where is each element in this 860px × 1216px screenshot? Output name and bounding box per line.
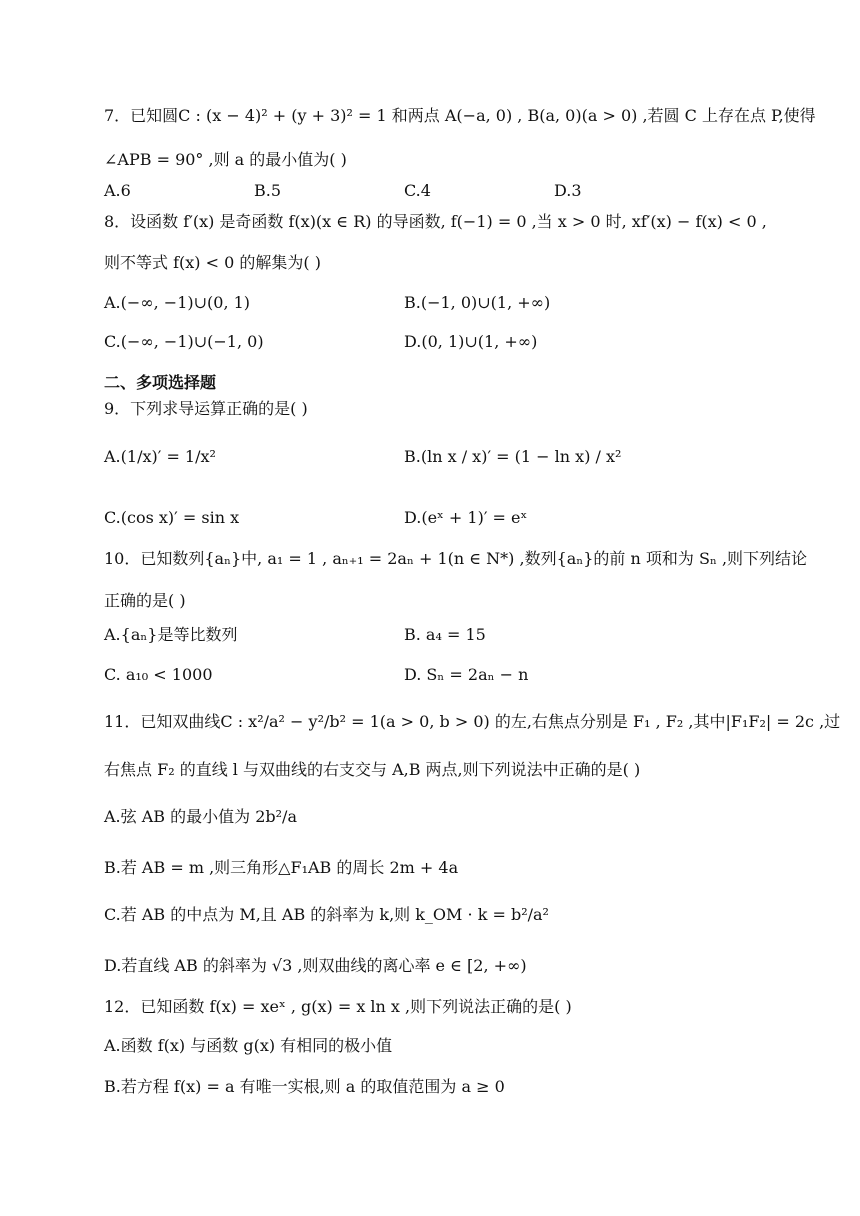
q7-stem-line2: ∠APB = 90° ,则 a 的最小值为( ) bbox=[104, 150, 347, 169]
q7-option-b: B.5 bbox=[254, 181, 282, 200]
q12-option-b: B.若方程 f(x) = a 有唯一实根,则 a 的取值范围为 a ≥ 0 bbox=[104, 1077, 505, 1096]
q8-option-c: C.(−∞, −1)∪(−1, 0) bbox=[104, 332, 264, 351]
q9-option-b: B.(ln x / x)′ = (1 − ln x) / x² bbox=[404, 447, 622, 466]
section-heading-multiple-choice: 二、多项选择题 bbox=[104, 373, 217, 392]
q8-option-a: A.(−∞, −1)∪(0, 1) bbox=[104, 293, 251, 312]
q7-option-c: C.4 bbox=[404, 181, 431, 200]
q11-option-c: C.若 AB 的中点为 M,且 AB 的斜率为 k,则 k_OM · k = b²/a² bbox=[104, 905, 549, 924]
q11-stem-line1: 11．已知双曲线C : x²/a² − y²/b² = 1(a > 0, b > 0) 的左,右焦点分别是 F₁ , F₂ ,其中|F₁F₂| = 2c ,过 bbox=[104, 712, 841, 731]
q10-stem-line2: 正确的是( ) bbox=[104, 591, 186, 610]
q10-option-a: A.{aₙ}是等比数列 bbox=[104, 625, 238, 644]
q12-option-a: A.函数 f(x) 与函数 g(x) 有相同的极小值 bbox=[104, 1036, 393, 1055]
q11-option-d: D.若直线 AB 的斜率为 √3 ,则双曲线的离心率 e ∈ [2, +∞) bbox=[104, 956, 527, 975]
q11-option-a: A.弦 AB 的最小值为 2b²/a bbox=[104, 807, 297, 826]
q7-option-d: D.3 bbox=[554, 181, 582, 200]
q7-stem-line1: 7．已知圆C : (x − 4)² + (y + 3)² = 1 和两点 A(−a, 0) , B(a, 0)(a > 0) ,若圆 C 上存在点 P,使得 bbox=[104, 106, 816, 125]
q8-option-d: D.(0, 1)∪(1, +∞) bbox=[404, 332, 538, 351]
q9-stem-line1: 9．下列求导运算正确的是( ) bbox=[104, 399, 308, 418]
q11-option-b: B.若 AB = m ,则三角形△F₁AB 的周长 2m + 4a bbox=[104, 858, 459, 877]
q11-stem-line2: 右焦点 F₂ 的直线 l 与双曲线的右支交与 A,B 两点,则下列说法中正确的是( ) bbox=[104, 760, 641, 779]
q9-option-c: C.(cos x)′ = sin x bbox=[104, 508, 240, 527]
q8-option-b: B.(−1, 0)∪(1, +∞) bbox=[404, 293, 551, 312]
q8-stem-line2: 则不等式 f(x) < 0 的解集为( ) bbox=[104, 253, 321, 272]
q8-stem-line1: 8．设函数 f′(x) 是奇函数 f(x)(x ∈ R) 的导函数, f(−1) = 0 ,当 x > 0 时, xf′(x) − f(x) < 0 , bbox=[104, 212, 767, 231]
q10-option-c: C. a₁₀ < 1000 bbox=[104, 665, 213, 684]
q12-stem-line1: 12．已知函数 f(x) = xeˣ , g(x) = x ln x ,则下列说法正确的是( ) bbox=[104, 997, 572, 1016]
q10-option-b: B. a₄ = 15 bbox=[404, 625, 486, 644]
q10-stem-line1: 10．已知数列{aₙ}中, a₁ = 1 , aₙ₊₁ = 2aₙ + 1(n ∈ N*) ,数列{aₙ}的前 n 项和为 Sₙ ,则下列结论 bbox=[104, 549, 808, 568]
q9-option-a: A.(1/x)′ = 1/x² bbox=[104, 447, 216, 466]
q9-option-d: D.(eˣ + 1)′ = eˣ bbox=[404, 508, 528, 527]
q10-option-d: D. Sₙ = 2aₙ − n bbox=[404, 665, 529, 684]
q7-option-a: A.6 bbox=[104, 181, 131, 200]
